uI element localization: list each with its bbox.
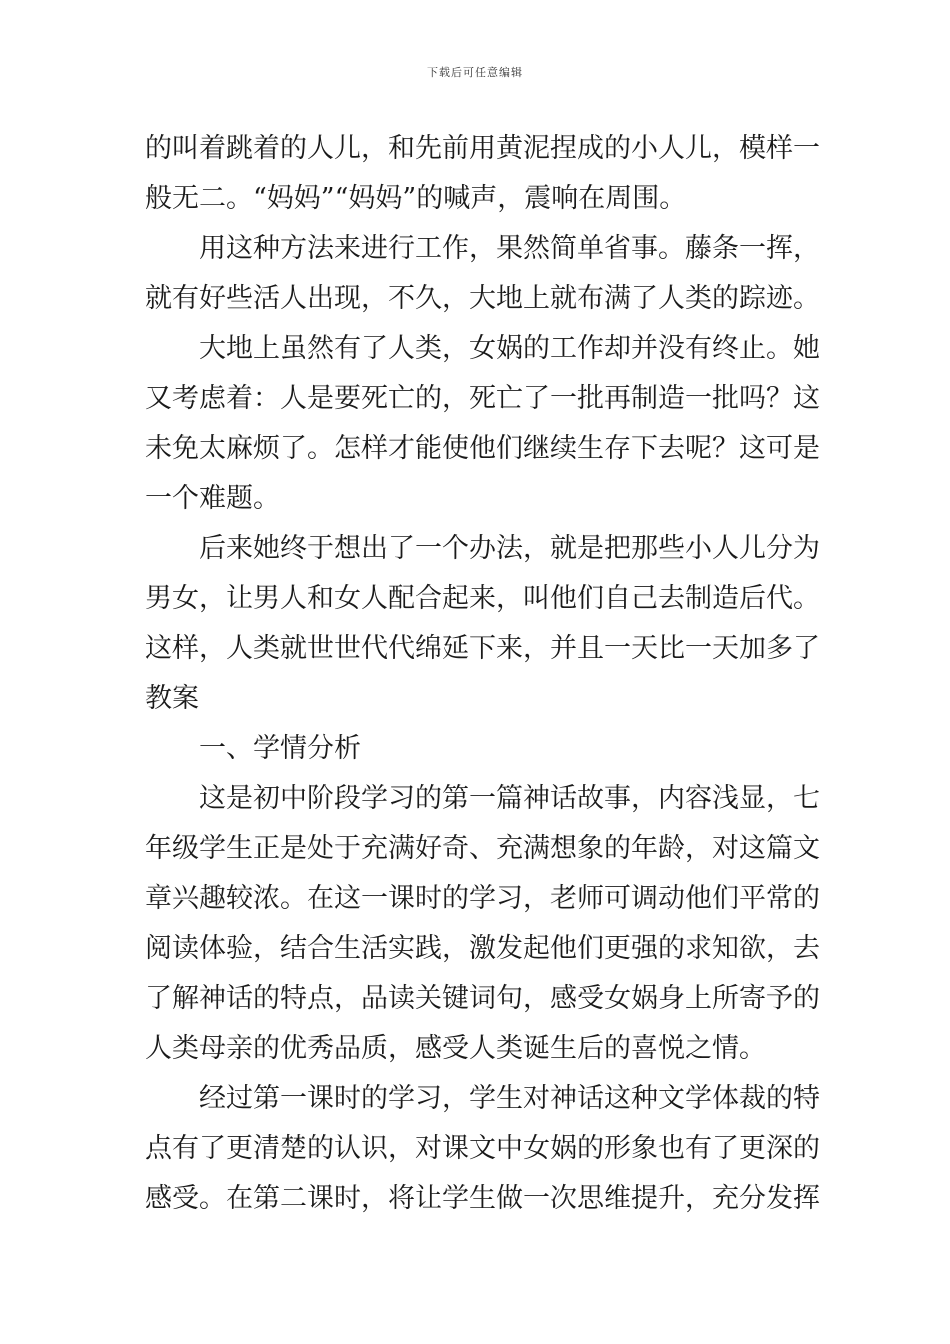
document-body [145,124,820,1224]
section-heading: 一、学情分析 [199,733,361,764]
text-line: 就有好些活人出现，不久，大地上就布满了人类的踪迹。 [145,283,820,314]
text-line: 用这种方法来进行工作，果然简单省事。藤条一挥， [199,233,820,264]
text-line: 人类母亲的优秀品质，感受人类诞生后的喜悦之情。 [145,1033,766,1064]
text-line: 教案 [145,683,199,714]
text-line: 男女，让男人和女人配合起来，叫他们自己去制造后代。 [145,583,820,614]
text-line: 又考虑着：人是要死亡的，死亡了一批再制造一批吗？这 [145,383,820,414]
text-line: 点有了更清楚的认识，对课文中女娲的形象也有了更深的 [145,1133,820,1164]
text-line: 这样，人类就世世代代绵延下来，并且一天比一天加多了 [145,633,820,664]
text-line: 经过第一课时的学习，学生对神话这种文学体裁的特 [199,1083,820,1114]
text-line: 一个难题。 [145,483,280,514]
text-line: 后来她终于想出了一个办法，就是把那些小人儿分为 [199,533,820,564]
text-line: 未免太麻烦了。怎样才能使他们继续生存下去呢？这可是 [145,433,820,464]
text-line: 年级学生正是处于充满好奇、充满想象的年龄，对这篇文 [145,833,820,864]
page-header-note: 下载后可任意编辑 [427,66,523,79]
text-line: 章兴趣较浓。在这一课时的学习，老师可调动他们平常的 [145,883,820,914]
text-line: 般无二。“妈妈”“妈妈”的喊声，震响在周围。 [145,183,687,214]
text-line: 了解神话的特点，品读关键词句，感受女娲身上所寄予的 [145,983,820,1014]
text-line: 的叫着跳着的人儿，和先前用黄泥捏成的小人儿，模样一 [145,133,820,164]
text-line: 大地上虽然有了人类，女娲的工作却并没有终止。她 [199,333,820,364]
text-line: 阅读体验，结合生活实践，激发起他们更强的求知欲，去 [145,933,820,964]
text-line: 这是初中阶段学习的第一篇神话故事，内容浅显，七 [199,783,820,814]
text-line: 感受。在第二课时，将让学生做一次思维提升，充分发挥 [145,1183,820,1214]
